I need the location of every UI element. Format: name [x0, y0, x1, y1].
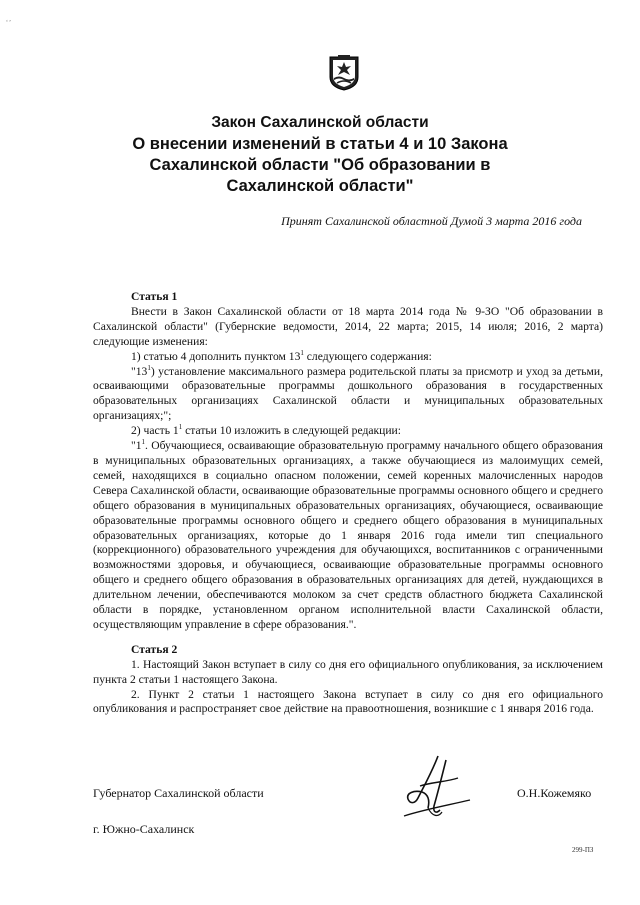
adoption-note: Принят Сахалинской областной Думой 3 марта 2016 года [281, 214, 582, 228]
quote-1-sup: 1 [147, 363, 151, 372]
handwritten-signature-icon [398, 752, 478, 822]
signatory-position: Губернатор Сахалинской области [93, 786, 264, 800]
quote-1-text: ) установление максимального размера родительской платы за присмотр и уход за детьми, осваивающими образовательные программы дошкольного образования в государственных образовательных организациях Сахалинской области и муниципальных образовательных организациях;"; [93, 364, 603, 423]
law-body [93, 290, 603, 717]
quote-2-sup: 1 [141, 438, 146, 447]
item-1-text: 1) статью 4 дополнить пунктом 13 [131, 349, 301, 363]
registration-number: 299-ПЗ [572, 846, 594, 854]
article-1-intro: Внести в Закон Сахалинской области от 18 марта 2014 года № 9-ЗО "Об образовании в Сахалинской области" (Губернские ведомости, 2014, 22 марта; 2015, 14 июля; 2016, 2 марта) следующие изменения: [93, 304, 603, 348]
item-2-text: 2) часть 1 [131, 424, 179, 438]
quote-2-text: . Обучающиеся, осваивающие образовательную программу начального общего образования в муниципальных образовательных организациях, а также обучающиеся из малоимущих семей, семей, находящихся в социально опасном положении, семей коренных малочисленных народов Севера Сахалинской области, осваивающие образовательные программы основного общего и среднего общего образования в муниципальных образовательных организациях, обучающиеся, осваивающие образовательные программы основного общего и среднего общего образования в муниципальных образовательных организациях, которые до 1 января 2016 года имели тип специального (коррекционного) образовательного учреждения для обучающихся, воспитанников с ограниченными возможностями здоровья, и обучающиеся, осваивающие образовательные программы основного общего и среднего общего образования в образовательных организациях для детей, нуждающихся в длительном лечении, обеспечиваются молоком за счет средств областного бюджета Сахалинской области в порядке, установленном органом исполнительной власти Сахалинской области, осуществляющим управление в сфере образования.". [93, 439, 603, 631]
article-1-quote-1 [93, 365, 603, 425]
article-1-item-2 [93, 424, 603, 439]
article-1-quote-2 [93, 439, 603, 633]
item-1-sup: 1 [300, 348, 304, 357]
article-2-heading: Статья 2 [131, 642, 178, 656]
article-1-item-1 [93, 350, 603, 365]
article-2-point-2: 2. Пункт 2 статьи 1 настоящего Закона вступает в силу со дня его официального опубликования и распространяет свое действие на правоотношения, возникшие с 1 января 2016 года. [93, 687, 603, 716]
quote-2-open: "1 [131, 439, 142, 453]
corner-mark: ‘’ [6, 20, 12, 26]
article-2-point-1: 1. Настоящий Закон вступает в силу со дня его официального опубликования, за исключением пункта 2 статьи 1 настоящего Закона. [93, 657, 603, 686]
item-2-sup: 1 [178, 423, 183, 432]
law-title: Закон Сахалинской области [211, 114, 429, 131]
item-2-text-end: статьи 10 изложить в следующей редакции: [182, 424, 401, 438]
article-1-heading: Статья 1 [131, 290, 178, 303]
item-1-text-end: следующего содержания: [303, 349, 432, 363]
signatory-name: О.Н.Кожемяко [517, 786, 592, 800]
quote-1-open: "13 [131, 364, 148, 378]
city-line: г. Южно-Сахалинск [93, 822, 195, 836]
sakhalin-coat-of-arms-icon [328, 55, 360, 91]
law-subtitle: О внесении изменений в статьи 4 и 10 Закона Сахалинской области "Об образовании в Сахалинской области" [132, 135, 508, 195]
